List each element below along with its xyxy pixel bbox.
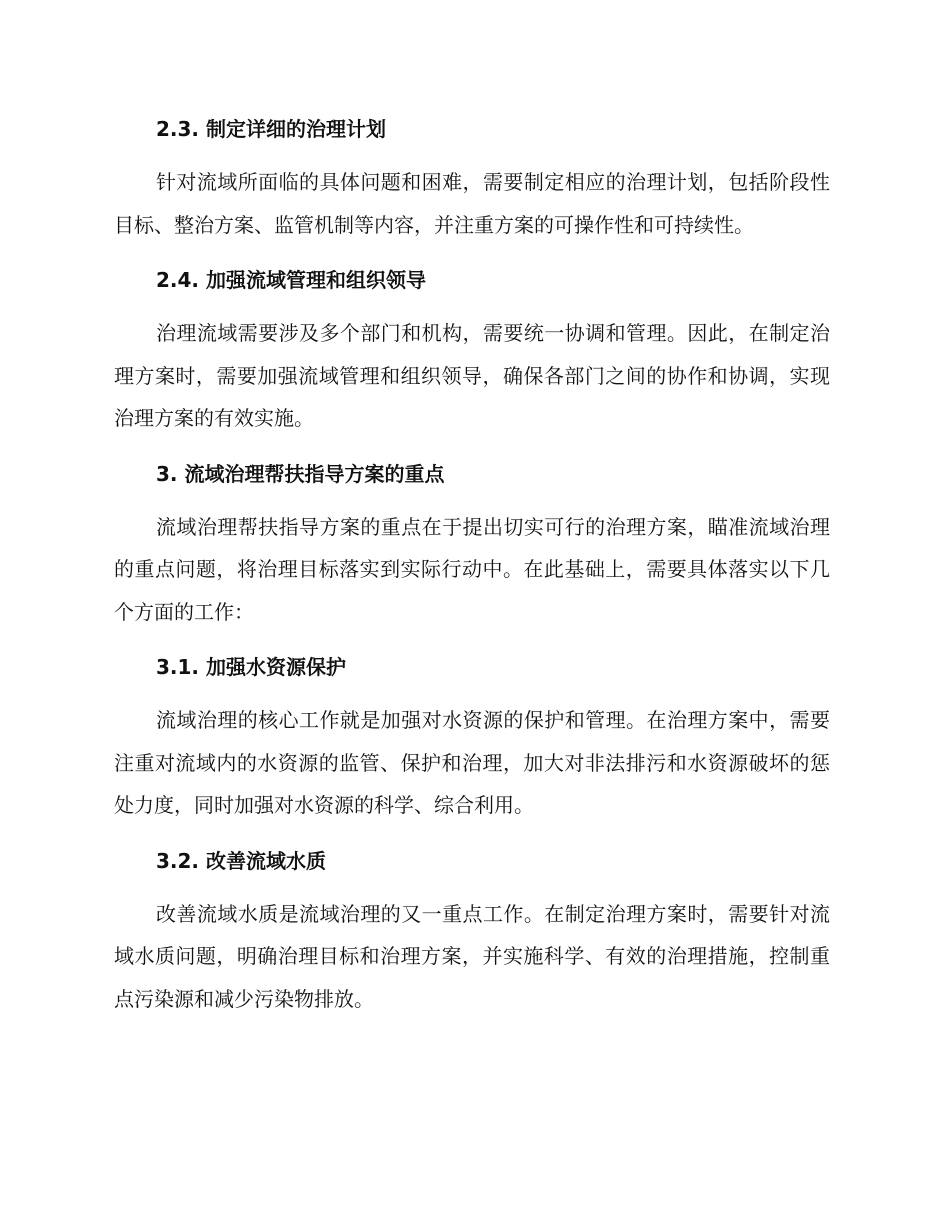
- section-heading-2-3: 2.3. 制定详细的治理计划: [156, 117, 386, 141]
- section-heading-3: 3. 流域治理帮扶指导方案的重点: [156, 461, 445, 486]
- document-body: [114, 112, 830, 1020]
- section-paragraph-3: 流域治理帮扶指导方案的重点在于提出切实可行的治理方案，瞄准流域治理的重点问题，将治理目标落实到实际行动中。在此基础上，需要具体落实以下几个方面的工作：: [114, 514, 830, 624]
- section-heading-3-2: 3.2. 改善流域水质: [156, 848, 326, 873]
- section-paragraph-3-2: 改善流域水质是流域治理的又一重点工作。在制定治理方案时，需要针对流域水质问题，明确治理目标和治理方案，并实施科学、有效的治理措施，控制重点污染源和减少污染物排放。: [114, 901, 830, 1011]
- section-paragraph-3-1: 流域治理的核心工作就是加强对水资源的保护和管理。在治理方案中，需要注重对流域内的水资源的监管、保护和治理，加大对非法排污和水资源破坏的惩处力度，同时加强对水资源的科学、综合利用。: [114, 708, 830, 817]
- section-paragraph-2-4: 治理流域需要涉及多个部门和机构，需要统一协调和管理。因此，在制定治理方案时，需要加强流域管理和组织领导，确保各部门之间的协作和协调，实现治理方案的有效实施。: [114, 321, 830, 430]
- section-paragraph-2-3: 针对流域所面临的具体问题和困难，需要制定相应的治理计划，包括阶段性目标、整治方案、监管机制等内容，并注重方案的可操作性和可持续性。: [114, 170, 830, 237]
- section-heading-3-1: 3.1. 加强水资源保护: [156, 655, 346, 679]
- section-heading-2-4: 2.4. 加强流域管理和组织领导: [156, 268, 426, 292]
